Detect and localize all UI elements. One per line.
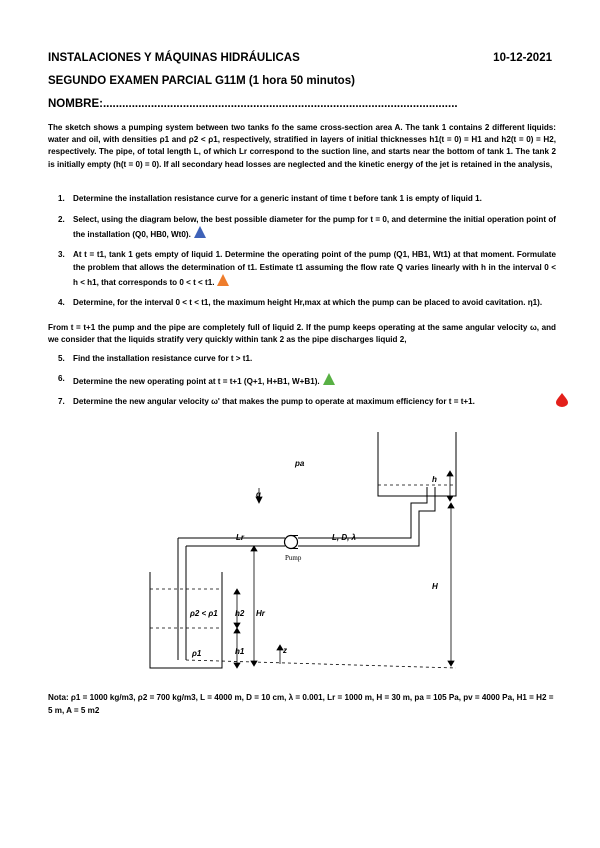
density-comparison-label: ρ2 < ρ1 xyxy=(190,609,218,618)
suction-length-label: Lr xyxy=(236,533,244,542)
h-label: h xyxy=(432,475,437,484)
pump-icon xyxy=(285,536,298,549)
problem-statement: The sketch shows a pumping system between two tanks fo the same cross-section area A. The tank 1 contains 2 different liquids: water and oil, with densities ρ1 and ρ2 < ρ1, respectively, stratified in layers of initial thicknesses h1(t = 0) = H1 and h2(t = 0) = H2, respectively. The pipe, of total length L, of which Lr correspond to the suction line, and starts near the bottom of tank 1. The tank 2 is initially empty (h(t = 0) = 0). If all secondary head losses are neglected and the kinetic energy of the jet is retained in the analysis, xyxy=(48,123,556,169)
h2-label: h2 xyxy=(235,609,245,618)
tank-2 xyxy=(378,432,456,496)
z-label: z xyxy=(283,646,287,655)
question-2: 2. Select, using the diagram below, the best possible diameter for the pump for t = 0, and determine the initial operation point of the installation (Q0, HB0, Wt0). xyxy=(58,214,556,239)
course-title: INSTALACIONES Y MÁQUINAS HIDRÁULICAS xyxy=(48,52,300,64)
question-4: 4. Determine, for the interval 0 < t < t1, the maximum height Hr,max at which the pump can be placed to avoid cavitation. η1). xyxy=(58,298,543,308)
data-note: Nota: ρ1 = 1000 kg/m3, ρ2 = 700 kg/m3, L = 4000 m, D = 10 cm, λ = 0.001, Lr = 1000 m, H = 30 m, pa = 105 Pa, pv = 4000 Pa, H1 = H2 = 5 m, A = 5 m2 xyxy=(48,693,554,715)
question-3: 3. At t = t1, tank 1 gets empty of liquid 1. Determine the operating point of the pump (Q1, HB1, Wt1) at that moment. Formulate the problem that allows the determination of t1. Estimate t1 assuming the flow rate Q varies linearly with h in the interval 0 < h < h1, that corresponds to 0 < t < t1. xyxy=(58,250,556,287)
h1-label: h1 xyxy=(235,647,245,656)
reference-line xyxy=(186,660,456,668)
question-5: 5. Find the installation resistance curve for t > t1. xyxy=(58,354,253,363)
H-label: H xyxy=(432,582,438,591)
exam-title: SEGUNDO EXAMEN PARCIAL G11M (1 hora 50 minutos) xyxy=(48,75,355,87)
suction-pipe xyxy=(178,538,186,660)
question-7: 7. Determine the new angular velocity ω' that makes the pump to operate at maximum efficiency for t = t+1. xyxy=(48,396,556,408)
question-6: 6. Determine the new operating point at t = t+1 (Q+1, H+B1, W+B1). xyxy=(48,373,556,388)
question-1: 1. Determine the installation resistance curve for a generic instant of time t before tank 1 is empty of liquid 1. xyxy=(58,194,482,203)
exam-date: 10-12-2021 xyxy=(493,52,552,64)
discharge-pipe-top xyxy=(178,487,427,538)
name-line: NOMBRE:............................................................................................................... xyxy=(48,98,458,110)
atmospheric-pressure-label: pa xyxy=(295,459,305,468)
second-stage-statement: From t = t+1 the pump and the pipe are completely full of liquid 2. If the pump keeps operating at the same angular velocity ω, and we consider that the liquids stratify very quickly within tank 2 as the pipe discharges liquid 2, xyxy=(48,323,556,345)
rho1-label: ρ1 xyxy=(192,649,202,658)
Hr-label: Hr xyxy=(256,609,265,618)
pipe-parameters-label: L, D, λ xyxy=(332,533,357,542)
gravity-label: g xyxy=(256,490,261,499)
pump-label: Pump xyxy=(285,554,302,562)
